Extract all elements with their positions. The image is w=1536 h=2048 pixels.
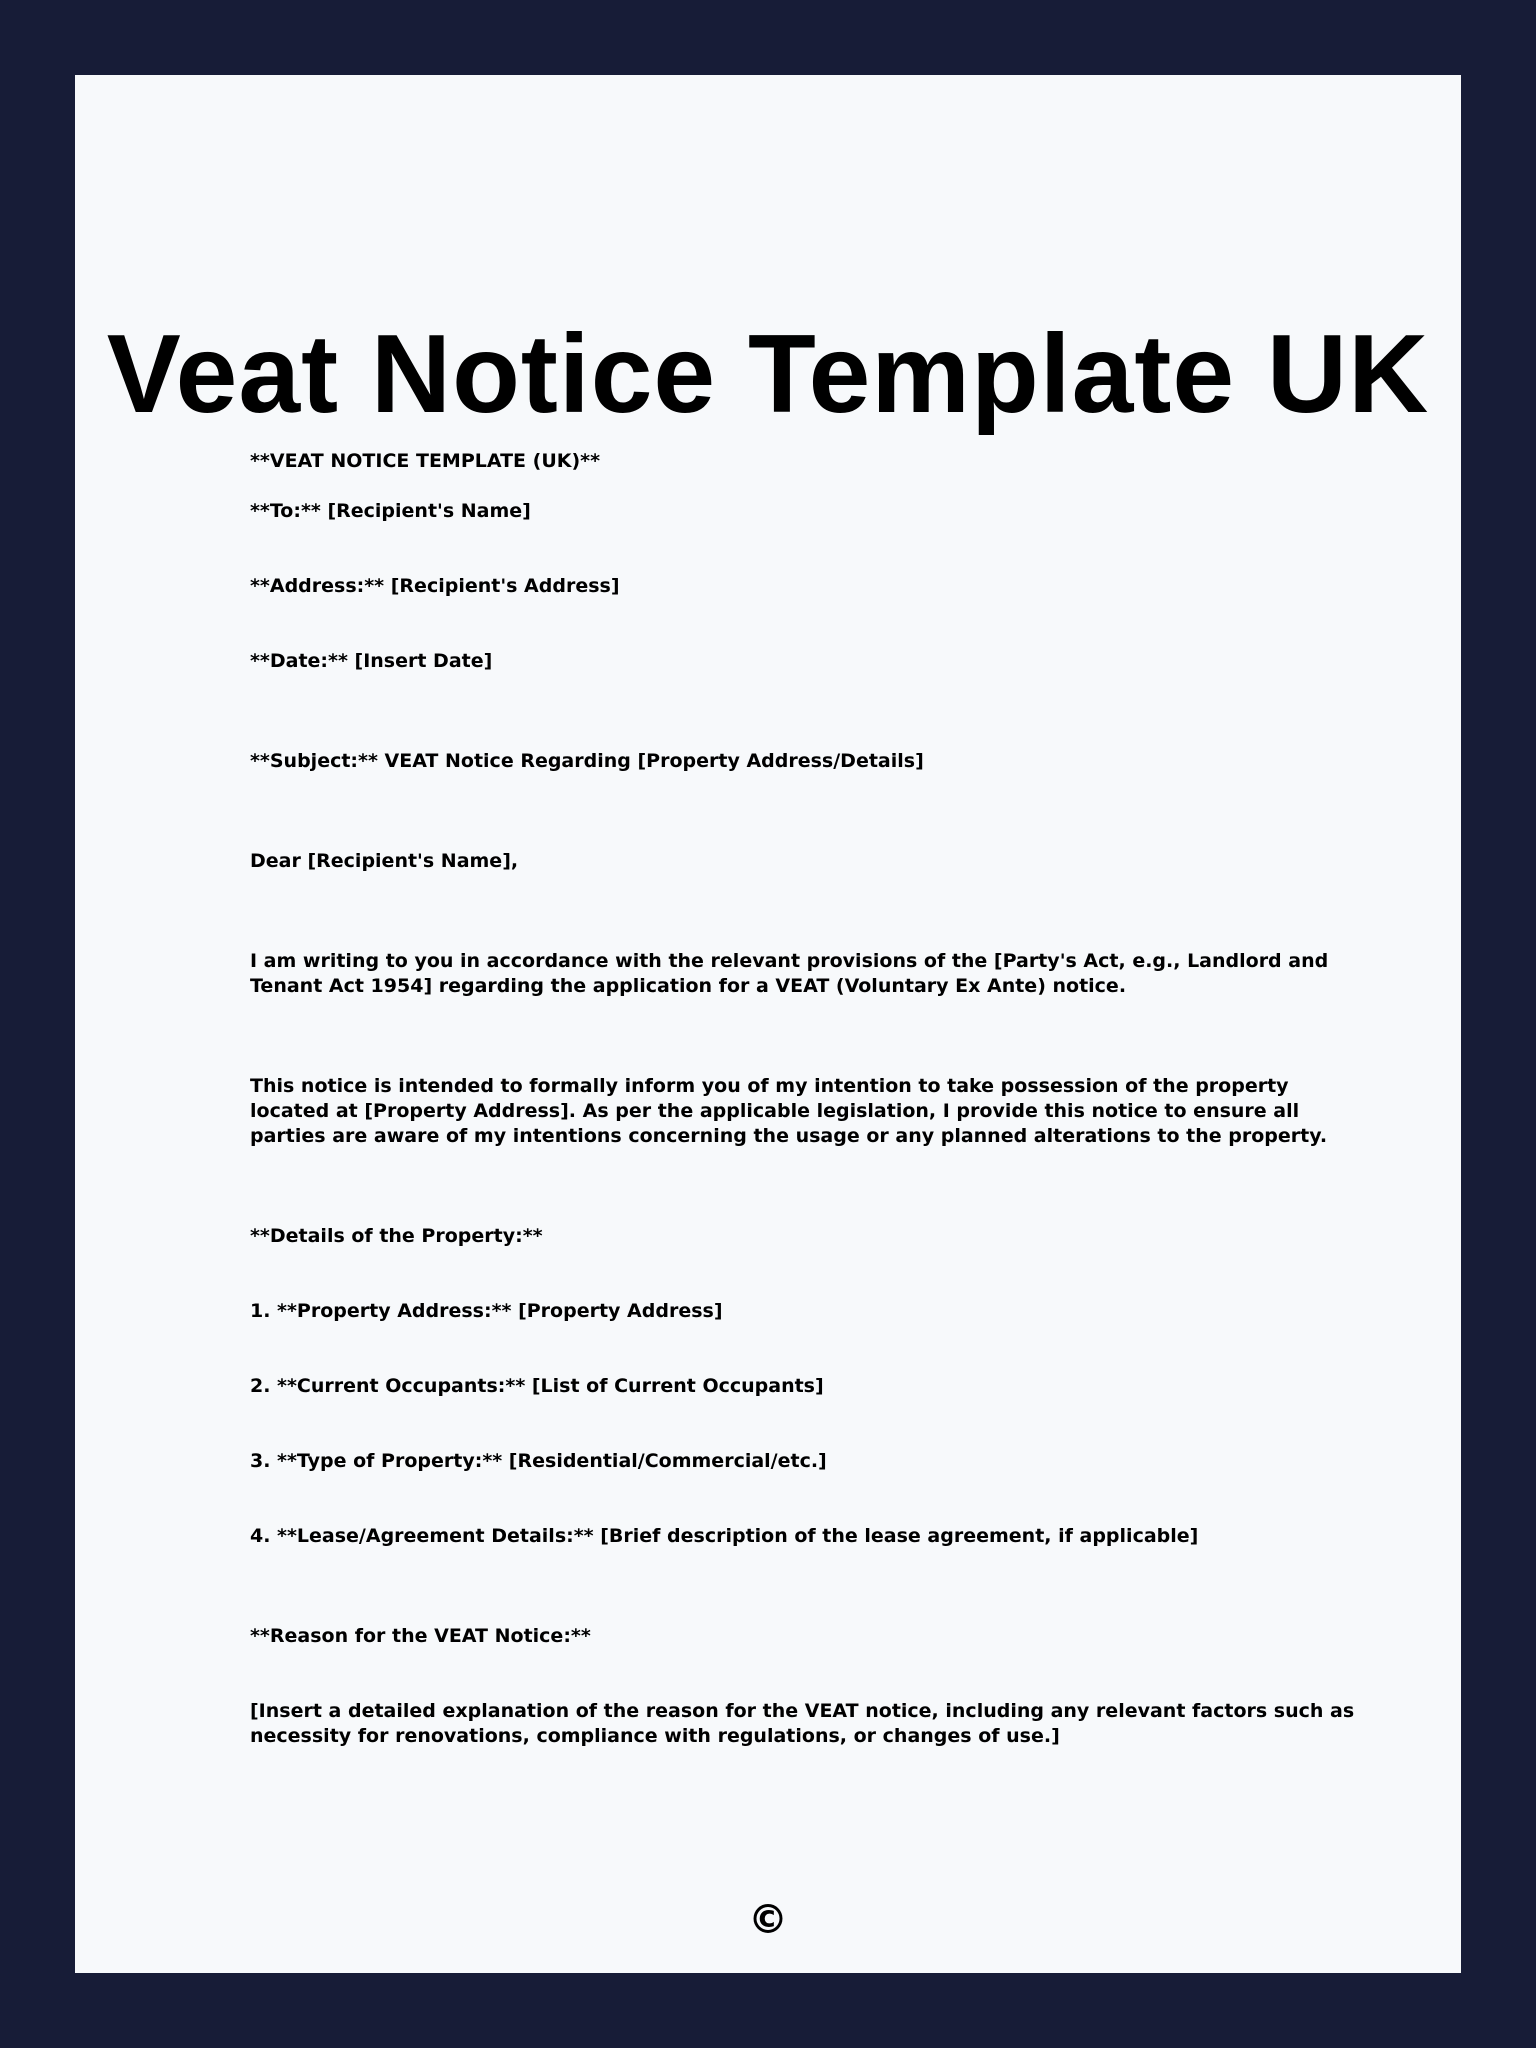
document-body xyxy=(250,449,1362,1749)
intro-paragraph: I am writing to you in accordance with the relevant provisions of the [Party's Act, e.g., Landlord and Tenant Act 1954] regarding the application for a VEAT (Voluntary Ex Ante) notice. xyxy=(250,950,1329,997)
salutation: Dear [Recipient's Name], xyxy=(250,850,519,872)
copyright-icon: © xyxy=(748,1897,788,1943)
details-item-address: 1. **Property Address:** [Property Address] xyxy=(250,1300,723,1322)
subject-line: **Subject:** VEAT Notice Regarding [Property Address/Details] xyxy=(250,750,924,772)
page-title: Veat Notice Template UK xyxy=(106,312,1430,436)
address-line: **Address:** [Recipient's Address] xyxy=(250,575,620,597)
details-heading: **Details of the Property:** xyxy=(250,1225,543,1247)
notice-heading: **VEAT NOTICE TEMPLATE (UK)** xyxy=(250,450,601,472)
details-item-type: 3. **Type of Property:** [Residential/Commercial/etc.] xyxy=(250,1450,827,1472)
date-line: **Date:** [Insert Date] xyxy=(250,650,493,672)
reason-text: [Insert a detailed explanation of the reason for the VEAT notice, including any relevant factors such as necessity for renovations, compliance with regulations, or changes of use.] xyxy=(250,1700,1355,1747)
reason-heading: **Reason for the VEAT Notice:** xyxy=(250,1625,591,1647)
details-item-lease: 4. **Lease/Agreement Details:** [Brief description of the lease agreement, if applicable] xyxy=(250,1525,1199,1547)
recipient-line: **To:** [Recipient's Name] xyxy=(250,500,531,522)
document-page xyxy=(75,75,1461,1973)
details-item-occupants: 2. **Current Occupants:** [List of Current Occupants] xyxy=(250,1375,824,1397)
intent-paragraph: This notice is intended to formally inform you of my intention to take possession of the property located at [Property Address]. As per the applicable legislation, I provide this notice to ensure all parties are aware of my intentions concerning the usage or any planned alterations to the property. xyxy=(250,1075,1328,1147)
